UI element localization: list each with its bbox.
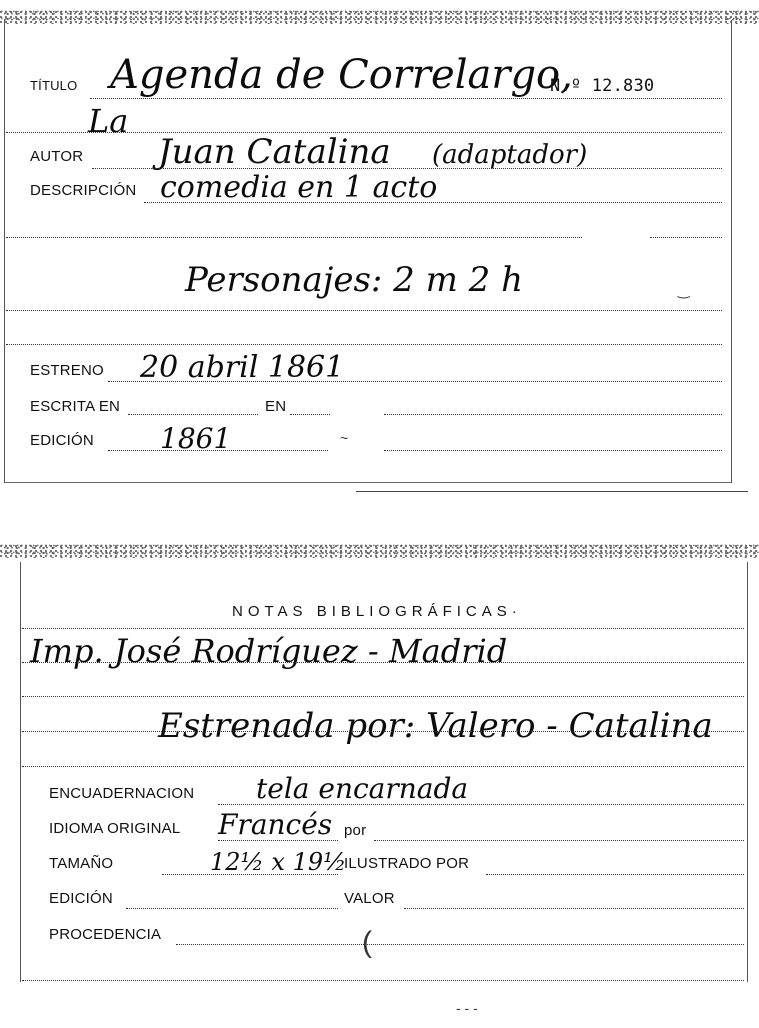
ink-mark: ‿: [678, 282, 690, 298]
blank-line-2: [6, 310, 722, 311]
tamano-line: [162, 874, 338, 875]
autor-line: [92, 168, 722, 169]
tamano-value: 12½ x 19½: [210, 848, 347, 876]
blank-bottom-line: [22, 980, 744, 981]
edicion-bottom-label: EDICIÓN: [49, 890, 113, 907]
numero-label: N.º 12.830: [550, 76, 655, 96]
procedencia-label: PROCEDENCIA: [49, 926, 162, 943]
idioma-label: IDIOMA ORIGINAL: [49, 820, 181, 837]
por-label: por: [344, 822, 367, 839]
autor-value: Juan Catalina: [158, 132, 391, 172]
autor-note: (adaptador): [432, 140, 588, 170]
edicion-bottom-line: [126, 908, 338, 909]
ink-mark-3: (: [362, 926, 372, 959]
titulo-value: Agenda de Correlargo,: [110, 52, 573, 98]
encuadernacion-value: tela encarnada: [256, 772, 469, 805]
en-line: [290, 414, 330, 415]
edicion-value: 1861: [160, 422, 232, 455]
ink-mark-4: - - -: [456, 1000, 478, 1016]
autor-label: AUTOR: [30, 148, 84, 165]
note-line-3: [22, 731, 744, 732]
edicion-line-b: [384, 450, 722, 451]
titulo-line: [90, 98, 722, 99]
blank-line-1b: [650, 237, 722, 238]
descripcion-value: comedia en 1 acto: [160, 170, 438, 205]
blank-line-1: [6, 237, 582, 238]
encuadernacion-line: [218, 804, 744, 805]
note-1: Imp. José Rodríguez - Madrid: [30, 632, 508, 670]
edicion-line: [108, 450, 328, 451]
escrita-line: [128, 414, 258, 415]
card-edge: [356, 491, 748, 492]
idioma-line: [218, 840, 338, 841]
bottom-speckle-border: [0, 544, 759, 558]
descripcion-line: [144, 202, 722, 203]
notas-heading: NOTAS BIBLIOGRÁFICAS·: [232, 603, 522, 620]
ilustrado-label: ILUSTRADO POR: [344, 855, 470, 872]
titulo-value-2: La: [88, 102, 129, 140]
valor-label: VALOR: [344, 890, 395, 907]
note-line-1: [22, 662, 744, 663]
personajes-value: Personajes: 2 m 2 h: [185, 260, 524, 300]
note-2: Estrenada por: Valero - Catalina: [158, 706, 713, 746]
blank-line-3: [6, 344, 722, 345]
estreno-line: [108, 381, 722, 382]
procedencia-line: [176, 944, 744, 945]
en-label: EN: [265, 398, 287, 415]
tamano-label: TAMAÑO: [49, 855, 114, 872]
note-line-2: [22, 696, 744, 697]
ink-mark-2: ~: [340, 430, 349, 446]
en-line-b: [384, 414, 722, 415]
valor-line: [404, 908, 744, 909]
por-line: [374, 840, 744, 841]
note-line-0: [22, 628, 744, 629]
note-line-4: [22, 766, 744, 767]
ilustrado-line: [486, 874, 744, 875]
descripcion-label: DESCRIPCIÓN: [30, 182, 137, 199]
encuadernacion-label: ENCUADERNACION: [49, 785, 195, 802]
edicion-label: EDICIÓN: [30, 432, 94, 449]
escrita-en-label: ESCRITA EN: [30, 398, 121, 415]
estreno-label: ESTRENO: [30, 362, 104, 379]
idioma-value: Francés: [218, 808, 333, 841]
titulo-label: TÍTULO: [30, 78, 78, 93]
estreno-value: 20 abril 1861: [140, 350, 345, 385]
